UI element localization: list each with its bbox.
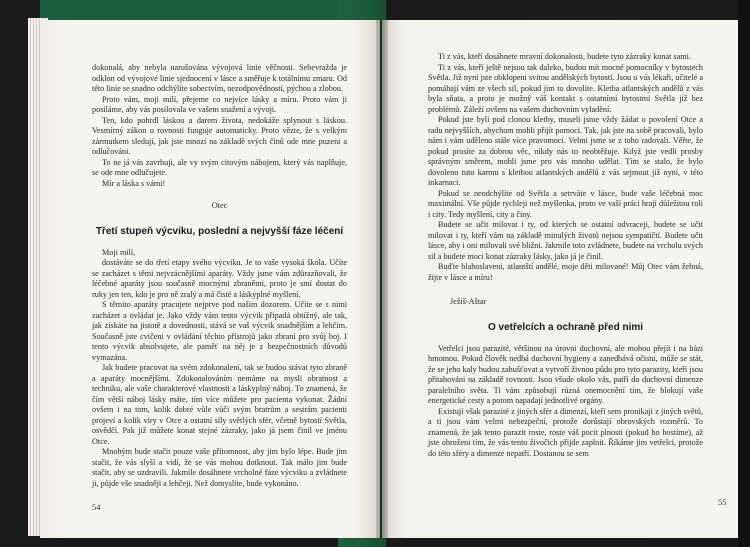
right-paragraph: Pokud jste byli pod clonou kletby, museli jsme vždy žádat o povolení Otce a radu nejvyšších, abychom mohli přijít pomoci. Tak, jak jste na sobě pracovali, bylo nám i vám uděleno stále více pravomocí. Velmi jsme se z toho radovali. Věřte, že pokud prosíte za dobrou věc, nikdy nás to neobtěžuje. Když jste vedli prosby správným směrem, mohli jsme pro vás mnoho udělat. Tím se stalo, že bylo dovoleno tuto karmu s kletbou atlantských andělů z vás sejmout již nyní, v této inkarnaci. bbox=[428, 115, 703, 187]
left-chapter-title: Třetí stupeň výcviku, poslední a nejvyšší fáze léčení bbox=[95, 225, 344, 237]
right-paragraph: Budete se učit milovat i ty, od kterých se ostatní odvraceji, budete se učit milovat i ty, kteří vám na základě minulých životů nejsou sympatičtí. Budete učit lásce, aby i oni milovali své bližní. Jakmile toto zvládnete, budete na vrcholu svých sil a budete moci konat zázraky lásky, jako já je činil. bbox=[428, 220, 703, 261]
right-page-number: 55 bbox=[718, 497, 727, 507]
right-page-text bbox=[428, 52, 703, 459]
left-paragraph: Mír a láska s vámi! bbox=[102, 178, 166, 188]
spine-shadow bbox=[376, 20, 388, 538]
left-signature: Otec bbox=[211, 201, 228, 210]
left-paragraph: Ten, kdo pohrdl láskou a darem života, nedokáže splynout s láskou. Vesmírný zákon o rovnosti funguje automaticky. Proto vězte, že s velkým zármutkem sledují, jak jste mnozí na základě svých činů ode mne puzeni a odlučováni. bbox=[92, 115, 347, 156]
scan-border-right bbox=[738, 0, 750, 547]
left-page-number: 54 bbox=[92, 502, 101, 512]
right-paragraph: Existují však parazité z jiných sfér a dimenzí, kteří sem pronikají z jiných světů, a ti jsou vám velmi nebezpeční, protože dorůstají obrovských rozměrů. To znamená, že jak tento parazit roste, roste váš pocit plnosti (pokud ho hostíme), až jste ohroženi tím, že vás tento živočich přijde zaplnit. Říkáme jim vetřelci, protože do této sféry a dimenze nepatří. Dostanou se sem bbox=[428, 406, 703, 458]
right-chapter-title: O vetřelcích a ochraně před nimi bbox=[487, 321, 644, 333]
left-paragraph: dokonalá, aby nebyla narušována vývojová linie věčnosti. Sebevražda je odklon od vývojové linie sjednocení v lásce a směřuje k totálnímu zmaru. Od této linie se snadno odchýlíte sobectvím, nezodpovědností, pýchou a zlobou. bbox=[92, 63, 347, 93]
left-paragraph: Proto vám, moji milí, přejeme co nejvíce lásky a míru. Proto vám ji posíláme, aby vás posilovala ve vašem snažení a vývoji. bbox=[92, 94, 347, 114]
right-paragraph: Ti z vás, kteří dosáhnete mravní dokonalosti, budete tyto zázraky konat sami. bbox=[438, 52, 691, 61]
left-paragraph: Mnohým bude stačit pouze vaše přítomnost, aby jim bylo lépe. Bude jim stačit, že vás slyší a vidí, že se vás mohou dotknout. Tak málo jim bude stačit, aby se uzdravili. Jakmile dosáhnete vrcholné fáze výcviku a zvládnete ji, půjde vše snadněji a lehčeji. Než domyslíte, bude vykonáno. bbox=[92, 447, 347, 488]
right-paragraph: Ti z vás, kteří ještě nejsou tak daleko, budou mít mocné pomocníky v bytostech Světla. Již nyní jste obklopeni svitou andělských bytostí. Jsou u vás lékaři, učitelé a pomáhají vám ze všech sil, pokud jim to dovolíte. Kletba atlantských andělů z vás byla sňata, a proto je možný váš kontakt s ostatními bytostmi Světla již bez problémů. Záleží ovšem na vašem duchovním vyladění. bbox=[428, 62, 703, 114]
left-paragraph: Jak budete pracovat na svém zdokonalení, tak se budou stávat tyto zbraně a aparáty mocnějšími. Zdokonalováním nemáme na mysli obratnost a techniku, ale vaše charakterové vlastnosti a láskyplný náboj. To znamená, že čím větší náboj lásky máte, tím více můžete pro pacienta vykonat. Žádní ovšem i na tom, kolik dobré vůle vůči svým bratrům a sestrám pacienti projeví a kolik víry v Otce a ostatní síly světlých sfér, včetně bytostí Světla, osvědčí. Pak již můžete konat stejné zázraky, jako já jsem činil ve jménu Otce. bbox=[92, 363, 347, 446]
left-salutation: Moji milí, bbox=[102, 247, 136, 257]
right-paragraph: Buďte blahoslaveni, atlantští andělé, moje děti milované! Můj Otec vám žehná, žijte v lásce a míru! bbox=[428, 262, 703, 282]
left-page-text bbox=[92, 63, 347, 489]
left-paragraph: To ne já vás zavrhuji, ale vy svým citovým nábojem, který vás naplňuje, se ode mne odlučujete. bbox=[92, 157, 347, 177]
right-paragraph: Vetřelci jsou parazité, většinou na úrovni duchovní, ale mohou přejít i na bázi hmotnou. Pokud člověk nedbá duchovní hygieny a zanedbává očistu, může se stát, že se jeho kaly budou zahušťovat a vytvoří živnou půdu pro tyto parazity, kteří jsou přitahováni na základě rovnosti. Jsou všude okolo vás, patří do duchovní dimenze paralelního světa. Ti vám způsobují různá onemocnění tím, že blokují vaše energetické cesty a potom napadají jednotlivé orgány. bbox=[428, 343, 703, 405]
left-paragraph: S těmito aparáty pracujete nejprve pod naším dozorem. Učíte se s nimi zacházet a ovládat je. Jako vždy vám tento výcvik připadá obtížný, ale tak, jak získáte na jistotě a dovednosti, stává se vaš výcvik snadnějším a lehčím. Současně jste cvičeni v ovládání těchto přístrojů jako zbraní pro svůj boj. I tento výcvik absolvujete, ale paměť na něj je z bezpečnostních důvodů vymazána. bbox=[92, 300, 347, 362]
right-paragraph: Pokud se neodchýlíte od Světla a setrváte v lásce, bude vaše léčebná moc maximální. Vše půjde rychleji než myšlenka, proto ve vaší práci hrají důležitou roli i city. Tedy myšlení, city a činy. bbox=[428, 188, 703, 219]
left-paragraph: dostáváte se do třetí etapy svého výcviku. Je to vaše vysoká škola. Učíte se zacházet s těmi nejvzácnějšími aparáty. Vždy jsme vám zdůrazňovali, že léčebné aparáty jsou současně mocnými zbraněmi, proto je smí dostat do ruky jen ten, kdo je pro ně zralý a má čisté a láskyplné myšlení. bbox=[92, 258, 347, 299]
right-signature: Ježíš-Aštar bbox=[450, 297, 487, 306]
